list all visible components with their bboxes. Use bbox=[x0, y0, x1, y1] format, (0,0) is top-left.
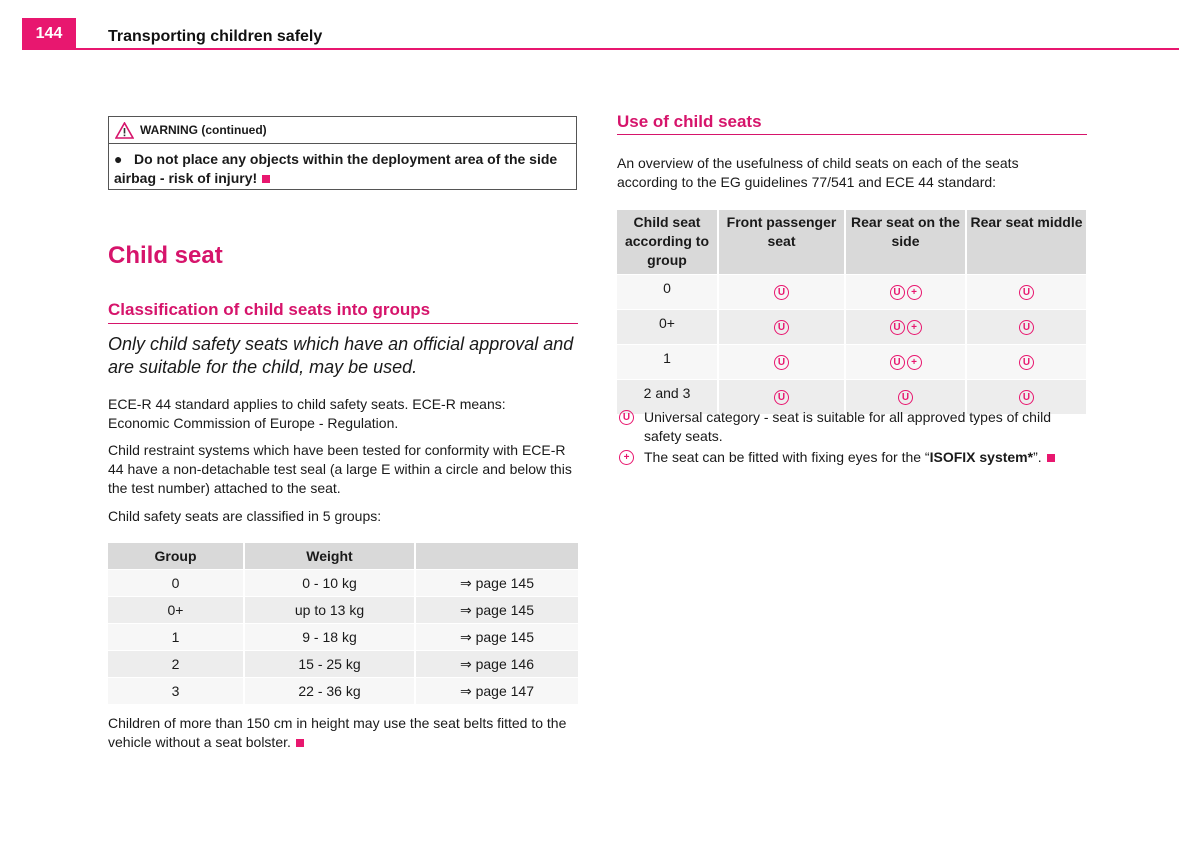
group-cell: 0 bbox=[108, 570, 244, 597]
warning-text: Do not place any objects within the deployment area of the side airbag - risk of injury! bbox=[114, 151, 558, 186]
u-icon: U bbox=[774, 355, 789, 370]
warning-box bbox=[108, 116, 577, 190]
table-row bbox=[108, 597, 578, 624]
middle-cell bbox=[966, 275, 1086, 310]
side-cell bbox=[845, 275, 966, 310]
column-header-front: Front passenger seat bbox=[718, 210, 845, 275]
group-table bbox=[108, 543, 578, 704]
footer-text: Children of more than 150 cm in height may use the seat belts fitted to the vehicle without a seat bolster. bbox=[108, 715, 567, 750]
use-table bbox=[617, 210, 1086, 414]
paragraph-intro: An overview of the usefulness of child seats on each of the seats according to the EG guidelines 77/541 and ECE 44 standard: bbox=[617, 155, 1019, 190]
column-header-weight: Weight bbox=[244, 543, 415, 570]
paragraph-groups: Child safety seats are classified in 5 groups: bbox=[108, 508, 382, 524]
table-header-row bbox=[617, 210, 1086, 275]
table-row bbox=[108, 678, 578, 705]
u-icon: U bbox=[774, 320, 789, 335]
u-icon: U bbox=[774, 285, 789, 300]
weight-cell: 22 - 36 kg bbox=[244, 678, 415, 705]
table-header-row bbox=[108, 543, 578, 570]
middle-cell bbox=[966, 345, 1086, 380]
u-icon: U bbox=[890, 320, 905, 335]
side-cell bbox=[845, 345, 966, 380]
subsection-title-use: Use of child seats bbox=[617, 112, 762, 131]
table-row bbox=[108, 651, 578, 678]
u-icon: U bbox=[890, 285, 905, 300]
end-mark-icon bbox=[296, 739, 304, 747]
group-cell: 2 and 3 bbox=[617, 380, 718, 415]
page-number: 144 bbox=[22, 18, 76, 50]
legend-universal bbox=[617, 408, 1077, 446]
table-row bbox=[617, 310, 1086, 345]
weight-cell: 9 - 18 kg bbox=[244, 624, 415, 651]
plus-icon: + bbox=[619, 450, 634, 465]
column-header-page bbox=[415, 543, 578, 570]
column-header-side: Rear seat on the side bbox=[845, 210, 966, 275]
warning-header bbox=[109, 117, 576, 144]
page-title: Transporting children safely bbox=[108, 28, 323, 45]
paragraph-restraint: Child restraint systems which have been tested for conformity with ECE-R 44 have a non-detachable test seal (a large E within a circle and below this the test number) attached to the seat. bbox=[108, 442, 572, 496]
page-ref-link[interactable]: ⇒ page 146 bbox=[415, 651, 578, 678]
legend-universal-text: Universal category - seat is suitable for all approved types of child safety seats. bbox=[644, 409, 1051, 444]
u-icon: U bbox=[1019, 285, 1034, 300]
weight-cell: 15 - 25 kg bbox=[244, 651, 415, 678]
isofix-term: ISOFIX system* bbox=[929, 449, 1034, 465]
end-mark-icon bbox=[262, 175, 270, 183]
front-cell bbox=[718, 310, 845, 345]
u-icon: U bbox=[1019, 355, 1034, 370]
legend-isofix bbox=[617, 448, 1077, 467]
subsection-rule bbox=[617, 134, 1087, 135]
column-header-middle: Rear seat middle bbox=[966, 210, 1086, 275]
bullet-icon: ● bbox=[114, 151, 123, 167]
paragraph-footer bbox=[108, 714, 583, 752]
group-cell: 0+ bbox=[108, 597, 244, 624]
group-cell: 0 bbox=[617, 275, 718, 310]
table-row bbox=[108, 624, 578, 651]
weight-cell: up to 13 kg bbox=[244, 597, 415, 624]
u-icon: U bbox=[1019, 320, 1034, 335]
plus-icon: + bbox=[907, 285, 922, 300]
column-header-group: Child seat according to group bbox=[617, 210, 718, 275]
warning-body bbox=[109, 144, 576, 188]
plus-icon: + bbox=[907, 320, 922, 335]
table-row bbox=[617, 345, 1086, 380]
header-rule bbox=[22, 48, 1179, 50]
table-row bbox=[617, 275, 1086, 310]
page-ref-link[interactable]: ⇒ page 145 bbox=[415, 597, 578, 624]
page-ref-link[interactable]: ⇒ page 147 bbox=[415, 678, 578, 705]
group-cell: 0+ bbox=[617, 310, 718, 345]
group-cell: 2 bbox=[108, 651, 244, 678]
weight-cell: 0 - 10 kg bbox=[244, 570, 415, 597]
paragraph-ece: ECE-R 44 standard applies to child safety seats. ECE-R means: Economic Commission of Europe - Regulation. bbox=[108, 396, 506, 431]
warning-triangle-icon bbox=[115, 122, 134, 139]
warning-heading: WARNING (continued) bbox=[140, 123, 267, 137]
front-cell bbox=[718, 345, 845, 380]
group-cell: 3 bbox=[108, 678, 244, 705]
legend-isofix-text-after: ”. bbox=[1033, 449, 1042, 465]
side-cell bbox=[845, 310, 966, 345]
middle-cell bbox=[966, 310, 1086, 345]
lead-text: Only child safety seats which have an official approval and are suitable for the child, may be used. bbox=[108, 334, 574, 377]
end-mark-icon bbox=[1047, 454, 1055, 462]
group-cell: 1 bbox=[108, 624, 244, 651]
u-icon: U bbox=[619, 410, 634, 425]
u-icon: U bbox=[898, 390, 913, 405]
u-icon: U bbox=[890, 355, 905, 370]
u-icon: U bbox=[774, 390, 789, 405]
legend-isofix-text bbox=[644, 448, 1077, 467]
group-cell: 1 bbox=[617, 345, 718, 380]
legend-isofix-text-before: The seat can be fitted with fixing eyes for the “ bbox=[644, 449, 930, 465]
plus-icon: + bbox=[907, 355, 922, 370]
column-header-group: Group bbox=[108, 543, 244, 570]
u-icon: U bbox=[1019, 390, 1034, 405]
page-ref-link[interactable]: ⇒ page 145 bbox=[415, 570, 578, 597]
subsection-title-classification: Classification of child seats into groups bbox=[108, 300, 431, 319]
page-ref-link[interactable]: ⇒ page 145 bbox=[415, 624, 578, 651]
table-row bbox=[108, 570, 578, 597]
front-cell bbox=[718, 275, 845, 310]
section-title: Child seat bbox=[108, 242, 223, 269]
subsection-rule bbox=[108, 323, 578, 324]
